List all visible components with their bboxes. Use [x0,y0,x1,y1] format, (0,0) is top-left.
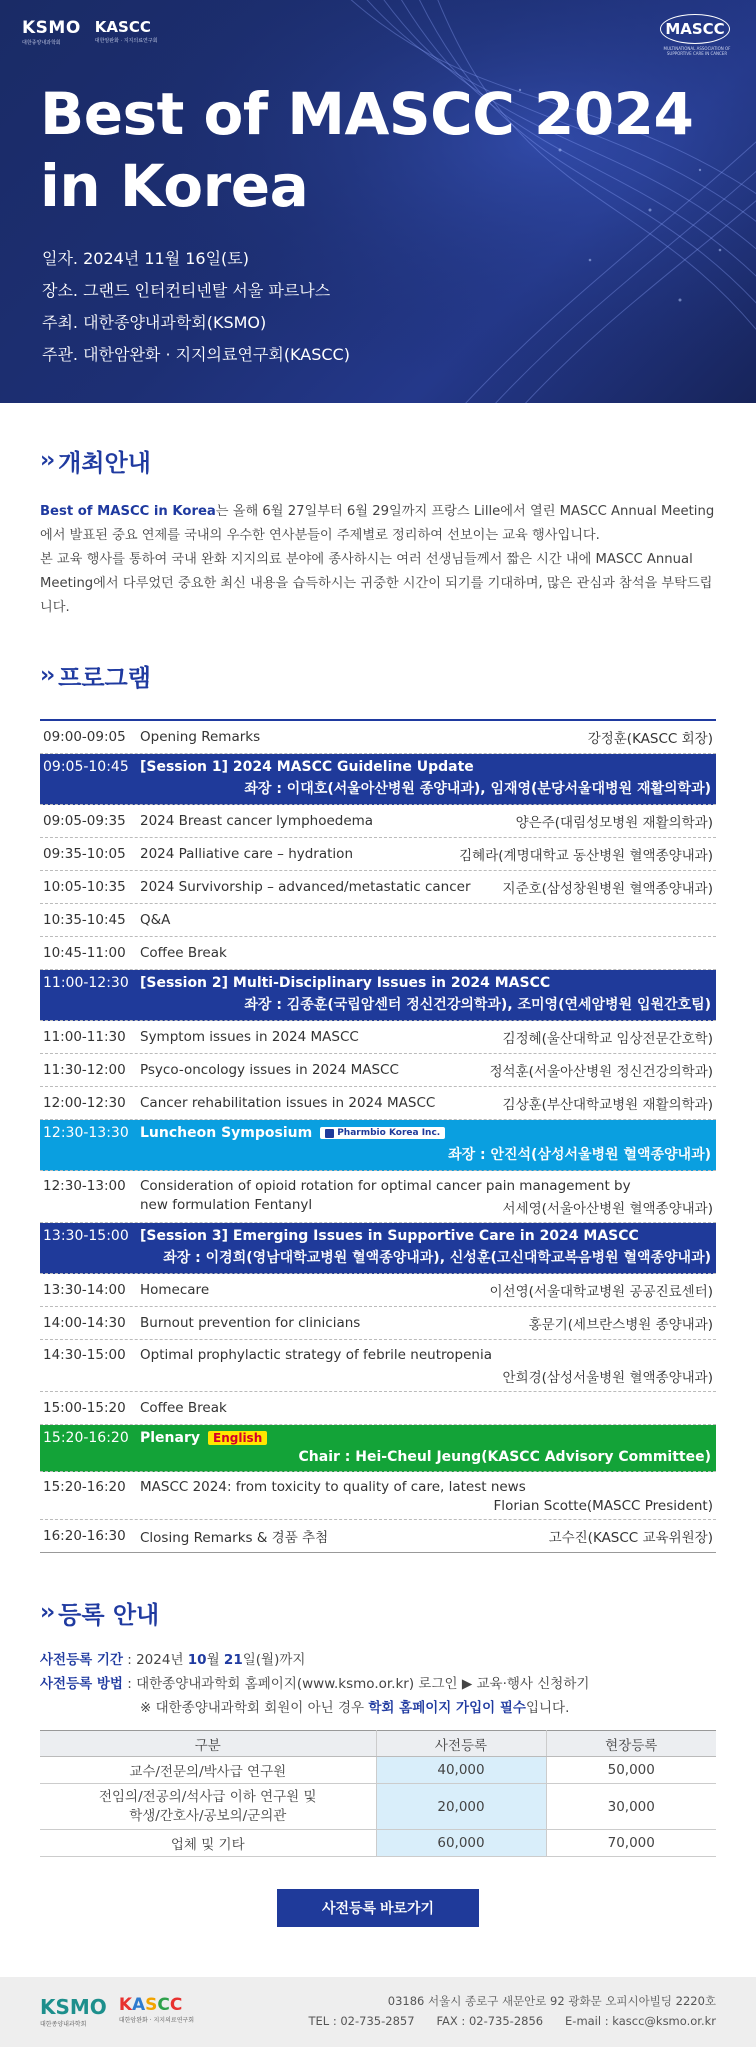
registration-note [40,1696,716,1720]
event-title-line2: in Korea [40,152,309,220]
fee-category [40,1784,376,1830]
program-row [40,1054,716,1087]
program-speaker: 안희경(삼성서울병원 혈액종양내과) [502,1370,713,1386]
session-title: Luncheon Symposium [140,1125,313,1141]
program-speaker: 김상훈(부산대학교병원 재활의학과) [502,1097,713,1113]
program-time: 11:00-11:30 [43,1029,126,1045]
program-title: Opening Remarks [140,729,261,745]
program-time: 10:35-10:45 [43,912,126,928]
registration-info [40,1648,716,1720]
program-title: 2024 Breast cancer lymphoedema [140,813,374,829]
program-section [0,658,756,1553]
ksmo-logo [22,18,81,46]
program-speaker: 이선영(서울대학교병원 공공진료센터) [489,1284,713,1300]
kascc-letter: S [145,1995,158,2015]
registration-method-text: : 대한종양내과학회 홈페이지(www.ksmo.or.kr) 로그인 ▶ 교육·행사 신청하기 [122,1676,590,1692]
footer-contact [308,1991,716,2031]
intro-heading [40,443,716,478]
fee-onsite: 50,000 [546,1757,716,1784]
program-speaker: 지준호(삼성창원병원 혈액종양내과) [502,881,713,897]
program-time: 15:00-15:20 [43,1400,126,1416]
program-time: 14:00-14:30 [43,1315,126,1331]
program-time: 12:00-12:30 [43,1095,126,1111]
fee-pre: 20,000 [376,1784,546,1830]
sponsor-name: Pharmbio Korea Inc. [337,1128,441,1138]
program-time: 15:20-16:20 [43,1479,126,1495]
program-row [40,805,716,838]
footer [0,1977,756,2047]
session-time: 11:00-12:30 [43,975,129,991]
program-title: Closing Remarks & 경품 추첨 [140,1530,329,1546]
event-host: 주최. 대한종양내과학회(KSMO) [42,313,267,332]
program-title: Homecare [140,1282,210,1298]
footer-kascc-logo-subtext: 대한암완화 · 지지의료연구회 [118,2017,195,2024]
kascc-letter: C [169,1995,183,2015]
mascc-logo [660,14,734,56]
program-time: 12:30-13:00 [43,1178,126,1194]
program-row [40,1021,716,1054]
program-row [40,721,716,754]
program-speaker: 서세영(서울아산병원 혈액종양내과) [502,1201,713,1217]
event-title-line1: Best of MASCC 2024 [40,80,694,148]
program-row [40,904,716,937]
program-speaker: 강정훈(KASCC 회장) [587,731,713,747]
ksmo-logo-text: KSMO [22,18,81,38]
program-row [40,1087,716,1120]
program-speaker: 김정혜(울산대학교 임상전문간호학) [502,1031,713,1047]
fee-header-category: 구분 [40,1731,376,1757]
event-venue: 장소. 그랜드 인터컨티넨탈 서울 파르나스 [42,281,331,300]
kascc-logo [95,18,158,44]
footer-phone-fax-email: TEL : 02-735-2857 FAX : 02-735-2856 E-mail : kascc@ksmo.or.kr [308,2014,716,2028]
program-title: Psyco-oncology issues in 2024 MASCC [140,1062,399,1078]
program-row [40,1340,716,1392]
kascc-logo-subtext: 대한암완화 · 지지의료연구회 [94,38,158,44]
program-time: 13:30-14:00 [43,1282,126,1298]
fee-category-line1: 전임의/전공의/석사급 이하 연구원 및 [98,1788,317,1805]
fee-header-onsite: 현장등록 [546,1731,716,1757]
footer-ksmo-logo-text: KSMO [40,1995,107,2019]
registration-period-text: : 2024년 [122,1652,188,1668]
session-chair: 좌장 : 안진석(삼성서울병원 혈액종양내과) [448,1147,711,1163]
registration-heading [40,1595,716,1630]
kascc-letter: K [118,1995,132,2015]
session-chair: 좌장 : 이경희(영남대학교병원 혈액종양내과), 신성훈(고신대학교복음병원 혈액종양내과) [163,1250,711,1266]
session-chair: 좌장 : 이대호(서울아산병원 종양내과), 임재영(분당서울대병원 재활의학과) [244,781,711,797]
registration-section [0,1595,756,1927]
footer-logos [40,1995,194,2028]
plenary-band [40,1425,716,1472]
session-time: 09:05-10:45 [43,759,129,775]
fee-category: 업체 및 기타 [40,1830,376,1857]
table-row [40,1757,716,1784]
registration-note-emphasis: 학회 홈페이지 가입이 필수 [368,1700,526,1716]
sponsor-badge [320,1127,445,1139]
registration-period-day: 21 [223,1652,243,1668]
program-time: 16:20-16:30 [43,1528,126,1544]
fee-pre: 40,000 [376,1757,546,1784]
mascc-logo-subtext: MULTINATIONAL ASSOCIATION OF SUPPORTIVE CARE IN CANCER [663,46,731,56]
registration-period [40,1648,716,1672]
footer-ksmo-logo-subtext: 대한종양내과학회 [40,2021,87,2028]
program-time: 09:35-10:05 [43,846,126,862]
program-title: Coffee Break [140,1400,227,1416]
program-row [40,937,716,970]
double-chevron-icon: ›› [40,1600,53,1625]
ksmo-logo-subtext: 대한종양내과학회 [22,40,61,46]
session-title: [Session 2] Multi-Disciplinary Issues in 2024 MASCC [140,975,551,991]
double-chevron-icon: ›› [40,448,53,473]
registration-period-text: 일(월)까지 [242,1652,306,1668]
kascc-logo-text: KASCC [94,18,151,36]
sponsor-logo-icon [325,1129,334,1138]
footer-kascc-logo [119,1995,194,2024]
program-title: Coffee Break [140,945,227,961]
session-time: 13:30-15:00 [43,1228,129,1244]
program-heading-text: 프로그램 [58,664,151,692]
registration-method-label: 사전등록 방법 [40,1676,123,1692]
session-1-band [40,754,716,805]
footer-ksmo-logo [40,1995,107,2028]
table-row [40,1830,716,1857]
language-badge: English [208,1431,267,1445]
registration-note-text: ※ 대한종양내과학회 회원이 아닌 경우 [140,1700,369,1716]
kascc-letter: C [157,1995,170,2015]
fee-table [40,1730,716,1857]
footer-address: 03186 서울시 종로구 새문안로 92 광화문 오피시아빌딩 2220호 [387,1994,716,2008]
intro-heading-text: 개최안내 [58,449,151,477]
session-time: 15:20-16:20 [43,1430,129,1446]
program-title: Symptom issues in 2024 MASCC [140,1029,359,1045]
event-info [42,243,350,371]
fee-table-header [40,1731,716,1757]
program-time: 09:05-09:35 [43,813,126,829]
double-chevron-icon: ›› [40,663,53,688]
fee-pre: 60,000 [376,1830,546,1857]
program-title: 2024 Survivorship – advanced/metastatic cancer [140,879,471,895]
intro-paragraph-2: 본 교육 행사를 통하여 국내 완화 지지의료 분야에 종사하시는 여러 선생님들께서 짧은 시간 내에 MASCC Annual Meeting에서 다루었던 중요한 최신 내용을 습득하시는 귀중한 시간이 되기를 기대하며, 많은 관심과 참석을 부탁드립니다. [40,552,713,615]
session-2-band [40,970,716,1021]
kascc-letter: A [132,1995,146,2015]
fee-category-line2: 학생/간호사/공보의/군의관 [129,1807,287,1824]
registration-method [40,1672,716,1696]
program-time: 10:45-11:00 [43,945,126,961]
organizer-logos [22,18,158,46]
program-speaker: 고수진(KASCC 교육위원장) [548,1530,713,1546]
mascc-logo-text: MASCC [660,14,730,44]
event-organizer: 주관. 대한암완화 · 지지의료연구회(KASCC) [42,345,350,364]
intro-text [40,500,716,620]
session-title: [Session 1] 2024 MASCC Guideline Update [140,759,474,775]
fee-category: 교수/전문의/박사급 연구원 [40,1757,376,1784]
session-title: [Session 3] Emerging Issues in Supportive Care in 2024 MASCC [140,1228,639,1244]
program-speaker: 홍문기(세브란스병원 종양내과) [528,1317,713,1333]
program-row [40,871,716,904]
intro-section [0,443,756,620]
program-row [40,1520,716,1553]
pre-registration-button[interactable]: 사전등록 바로가기 [277,1889,479,1927]
registration-note-text: 입니다. [525,1700,570,1716]
intro-highlight: Best of MASCC in Korea [40,504,216,519]
table-row [40,1784,716,1830]
program-speaker: 양은주(대림성모병원 재활의학과) [515,815,713,831]
program-title: Optimal prophylactic strategy of febrile neutropenia [140,1347,492,1363]
program-title: Burnout prevention for clinicians [140,1315,361,1331]
program-speaker: 김혜라(계명대학교 동산병원 혈액종양내과) [459,848,713,864]
intro-paragraph-1: 는 올해 6월 27일부터 6월 29일까지 프랑스 Lille에서 열린 MASCC Annual Meeting에서 발표된 중요 연제를 국내의 우수한 연사분들이 주제별로 정리하여 선보이는 교육 행사입니다. [40,504,715,543]
program-row [40,1472,716,1520]
program-time: 09:00-09:05 [43,729,126,745]
program-heading [40,658,716,693]
registration-period-text: 월 [206,1652,224,1668]
fee-onsite: 30,000 [546,1784,716,1830]
program-speaker: Florian Scotte(MASCC President) [493,1498,713,1514]
program-title: Q&A [140,912,171,928]
program-title-continued: new formulation Fentanyl [140,1197,313,1213]
event-date: 일자. 2024년 11월 16일(토) [42,249,250,268]
session-title: Plenary [140,1430,200,1446]
program-speaker: 정석훈(서울아산병원 정신건강의학과) [489,1064,713,1080]
registration-period-month: 10 [187,1652,207,1668]
program-title: Cancer rehabilitation issues in 2024 MASCC [140,1095,436,1111]
program-time: 11:30-12:00 [43,1062,126,1078]
event-title [40,78,693,222]
luncheon-symposium-band [40,1120,716,1171]
hero-banner [0,0,756,403]
session-chair: Chair : Hei-Cheul Jeung(KASCC Advisory Committee) [298,1449,711,1465]
program-row [40,1274,716,1307]
footer-kascc-logo-text [119,1995,194,2015]
session-3-band [40,1223,716,1274]
session-time: 12:30-13:30 [43,1125,129,1141]
registration-heading-text: 등록 안내 [58,1601,160,1629]
program-time: 14:30-15:00 [43,1347,126,1363]
program-row [40,1171,716,1223]
program-time: 10:05-10:35 [43,879,126,895]
program-title: 2024 Palliative care – hydration [140,846,353,862]
registration-period-label: 사전등록 기간 [40,1652,123,1668]
fee-onsite: 70,000 [546,1830,716,1857]
program-title: Consideration of opioid rotation for optimal cancer pain management by [140,1178,631,1194]
program-row [40,1392,716,1425]
program-title: MASCC 2024: from toxicity to quality of care, latest news [140,1479,526,1495]
program-table [40,719,716,1553]
program-row [40,1307,716,1340]
fee-header-pre: 사전등록 [376,1731,546,1757]
session-chair: 좌장 : 김종훈(국립암센터 정신건강의학과), 조미영(연세암병원 입원간호팀) [244,997,711,1013]
program-row [40,838,716,871]
